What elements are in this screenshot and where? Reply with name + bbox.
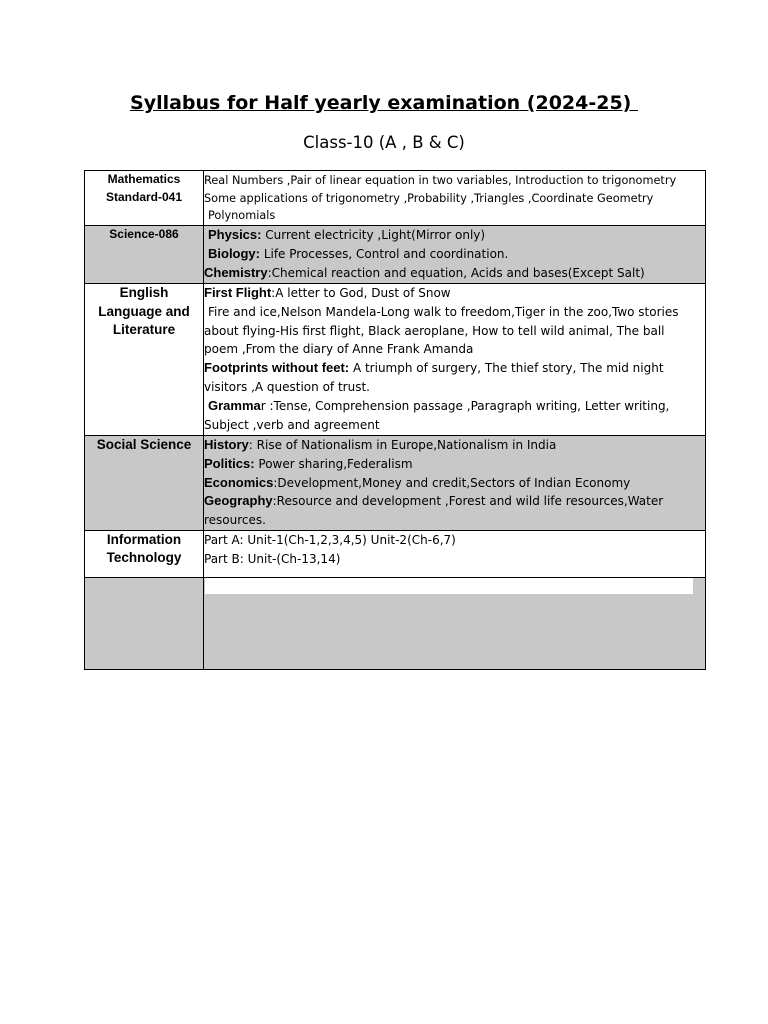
topic-line: Polynomials — [208, 209, 276, 222]
table-row-science — [85, 226, 706, 284]
economics-label: Economics — [204, 474, 274, 490]
topic-line: Part B: Unit-(Ch-13,14) — [204, 551, 341, 566]
economics-topics: :Development,Money and credit,Sectors of Indian Economy — [273, 475, 631, 490]
subject-cell-english — [85, 284, 204, 436]
first-flight-topics: :A letter to God, Dust of Snow — [271, 286, 451, 300]
table-row-social-science — [85, 436, 706, 531]
table-row-information-technology — [85, 530, 706, 577]
empty-subject-cell — [85, 577, 204, 669]
subject-cell-mathematics — [85, 171, 204, 226]
geography-label: Geography — [204, 493, 273, 509]
politics-topics: Power sharing,Federalism — [254, 456, 413, 471]
footprints-line — [204, 359, 705, 378]
table-row-english — [85, 284, 706, 436]
topic-line: visitors ,A question of trust. — [204, 379, 370, 394]
topic-line: about flying-His first flight, Black aeroplane, How to tell wild animal, The ball — [204, 323, 665, 338]
grammar-topics: r :Tense, Comprehension passage ,Paragraph writing, Letter writing, — [260, 398, 670, 413]
chemistry-label: Chemistry — [204, 264, 268, 280]
blank-line-bar — [205, 578, 693, 594]
chemistry-topics: :Chemical reaction and equation, Acids and bases(Except Salt) — [267, 265, 645, 280]
content-cell-science — [204, 226, 706, 284]
topic-line: poem ,From the diary of Anne Frank Amanda — [204, 342, 474, 357]
table-row-empty — [85, 577, 706, 669]
grammar-line — [204, 397, 705, 416]
first-flight-line — [204, 284, 705, 303]
content-cell-mathematics — [204, 171, 706, 226]
subject-cell-social-science — [85, 436, 204, 531]
subject-name: Language and — [98, 303, 190, 319]
geography-line — [204, 492, 705, 511]
footprints-label: Footprints without feet: — [204, 360, 350, 376]
economics-line — [204, 474, 705, 493]
topic-line: resources. — [204, 513, 266, 528]
grammar-label: Gramma — [208, 397, 261, 413]
biology-topics: Life Processes, Control and coordination. — [260, 246, 509, 261]
politics-label: Politics: — [204, 455, 255, 471]
subject-name: Literature — [112, 322, 176, 337]
geography-topics: :Resource and development ,Forest and wild life resources,Water — [272, 494, 664, 509]
topic-line: Fire and ice,Nelson Mandela-Long walk to freedom,Tiger in the zoo,Two stories — [208, 304, 679, 319]
biology-line — [204, 245, 705, 264]
syllabus-table — [84, 170, 706, 670]
table-row-mathematics — [85, 171, 706, 226]
subject-code: Standard-041 — [105, 189, 183, 204]
content-cell-information-technology — [204, 530, 706, 577]
subject-name: English — [119, 285, 169, 300]
subject-name: Social Science — [96, 437, 192, 452]
chemistry-line — [204, 264, 705, 283]
politics-line — [204, 455, 705, 474]
subject-cell-science — [85, 226, 204, 284]
physics-line — [204, 226, 705, 245]
first-flight-label: First Flight — [204, 285, 272, 300]
topic-line: Real Numbers ,Pair of linear equation in two variables, Introduction to trigonometry — [204, 174, 677, 187]
subject-name: Mathematics — [107, 172, 181, 186]
history-topics: : Rise of Nationalism in Europe,Nationalism in India — [248, 438, 557, 452]
empty-content-cell — [204, 577, 706, 669]
footprints-topics: A triumph of surgery, The thief story, The mid night — [349, 361, 664, 376]
page-title: Syllabus for Half yearly examination (2024-25) — [130, 92, 638, 114]
topic-line: Subject ,verb and agreement — [204, 417, 380, 432]
subject-name: Science-086 — [109, 227, 179, 241]
biology-label: Biology: — [208, 245, 260, 261]
topic-line: Some applications of trigonometry ,Probability ,Triangles ,Coordinate Geometry — [204, 191, 654, 205]
physics-topics: Current electricity ,Light(Mirror only) — [261, 228, 486, 242]
history-label: History — [204, 437, 249, 452]
content-cell-english — [204, 284, 706, 436]
physics-label: Physics: — [208, 227, 262, 242]
content-cell-social-science — [204, 436, 706, 531]
topic-line: Part A: Unit-1(Ch-1,2,3,4,5) Unit-2(Ch-6,7) — [204, 532, 456, 547]
class-subtitle: Class-10 (A , B & C) — [303, 133, 465, 152]
subject-name: Technology — [106, 550, 182, 566]
history-line — [204, 436, 705, 455]
subject-name: Information — [106, 531, 182, 547]
subject-cell-information-technology — [85, 530, 204, 577]
